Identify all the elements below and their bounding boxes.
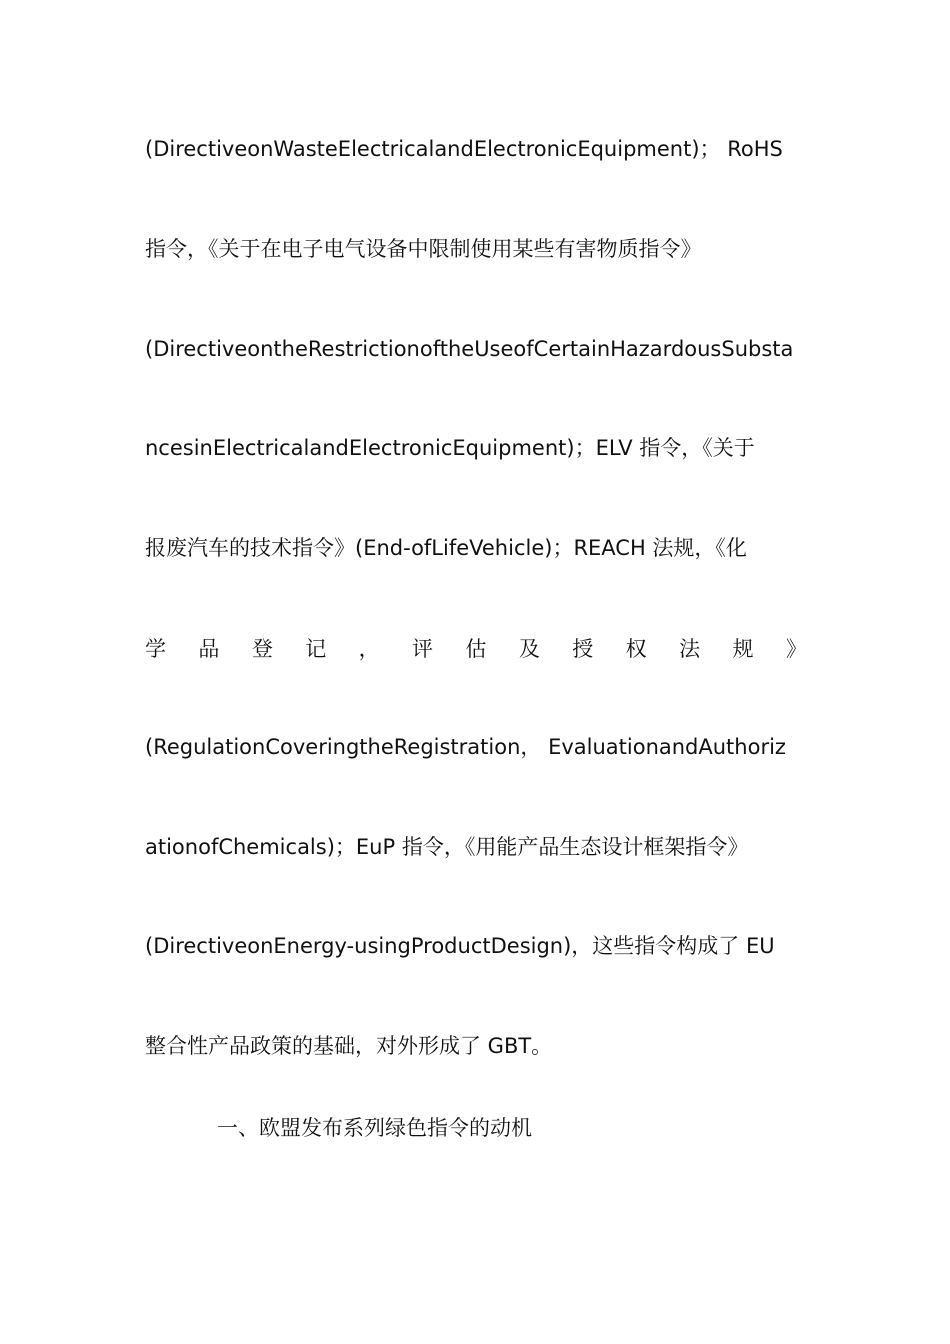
spaced-char: 法 <box>679 637 701 661</box>
spaced-char: 估 <box>465 637 487 661</box>
paragraph-line-7: (RegulationCoveringtheRegistration， EvaluationandAuthoriz <box>145 735 786 759</box>
paragraph-line-1: (DirectiveonWasteElectricalandElectronicEquipment)； RoHS <box>145 137 783 161</box>
spaced-char: 授 <box>572 637 594 661</box>
spaced-char: 权 <box>625 637 647 661</box>
spaced-char: 规 <box>732 637 754 661</box>
spaced-char: 登 <box>251 637 273 661</box>
paragraph-line-9: (DirectiveonEnergy-usingProductDesign)，这些指令构成了 EU <box>145 934 775 958</box>
paragraph-line-2: 指令，《关于在电子电气设备中限制使用某些有害物质指令》 <box>145 237 702 261</box>
paragraph-line-3: (DirectiveontheRestrictionoftheUseofCertainHazardousSubsta <box>145 337 794 361</box>
spaced-char: 学 <box>145 637 166 661</box>
spaced-char: 及 <box>518 637 540 661</box>
paragraph-line-4: ncesinElectricalandElectronicEquipment)；ELV 指令，《关于 <box>145 436 755 460</box>
spaced-char: 》 <box>785 637 807 661</box>
paragraph-line-6-spaced <box>145 634 807 664</box>
paragraph-line-8: ationofChemicals)；EuP 指令，《用能产品生态设计框架指令》 <box>145 835 749 859</box>
section-heading: 一、欧盟发布系列绿色指令的动机 <box>217 1116 532 1140</box>
spaced-char: 品 <box>198 637 220 661</box>
paragraph-line-10: 整合性产品政策的基础，对外形成了 GBT。 <box>145 1034 553 1058</box>
spaced-char: 评 <box>412 637 434 661</box>
spaced-char: ， <box>358 637 380 661</box>
spaced-char: 记 <box>305 637 327 661</box>
paragraph-line-5: 报废汽车的技术指令》(End-ofLifeVehicle)；REACH 法规，《化 <box>145 536 747 560</box>
